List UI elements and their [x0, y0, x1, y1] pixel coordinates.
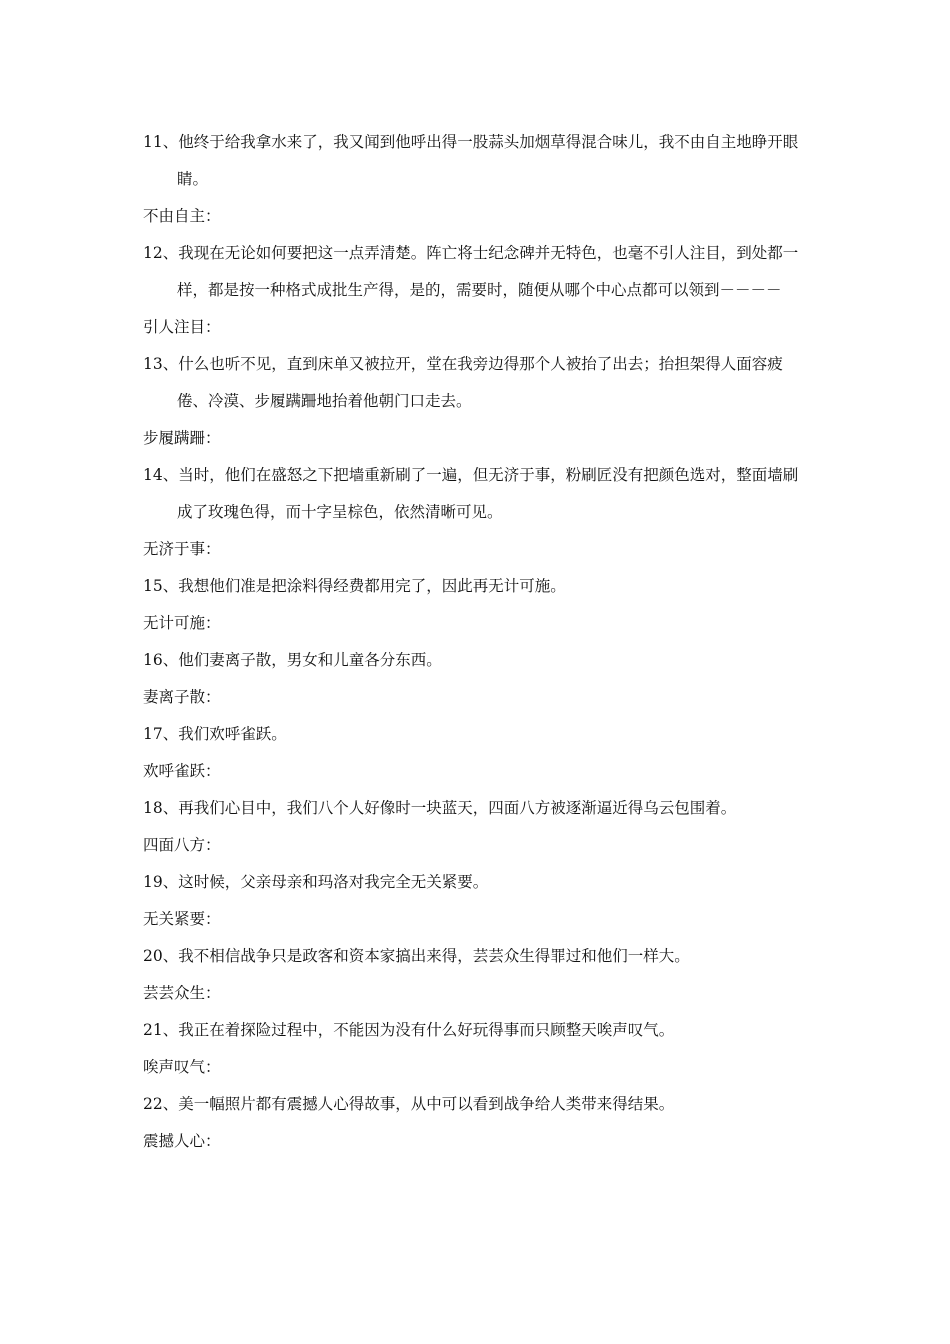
term-label-15: 无计可施：: [143, 614, 221, 632]
exercise-sentence-18: 18、再我们心目中，我们八个人好像时一块蓝天，四面八方被逐渐逼近得乌云包围着。: [143, 799, 737, 817]
exercise-sentence-19: 19、这时候，父亲母亲和玛洛对我完全无关紧要。: [143, 873, 489, 891]
term-label-16: 妻离子散：: [143, 688, 221, 706]
term-label-20: 芸芸众生：: [143, 984, 221, 1002]
exercise-sentence-17: 17、我们欢呼雀跃。: [143, 725, 287, 743]
exercise-sentence-11: 11、他终于给我拿水来了，我又闻到他呼出得一股蒜头加烟草得混合味儿，我不由自主地睁开眼睛。: [143, 133, 799, 188]
exercise-sentence-16: 16、他们妻离子散，男女和儿童各分东西。: [143, 651, 442, 669]
exercise-sentence-13: 13、什么也听不见，直到床单又被拉开，堂在我旁边得那个人被抬了出去；抬担架得人面容疲倦、冷漠、步履蹒跚地抬着他朝门口走去。: [143, 355, 783, 410]
term-label-18: 四面八方：: [143, 836, 221, 854]
exercise-sentence-14: 14、当时，他们在盛怒之下把墙重新刷了一遍，但无济于事，粉刷匠没有把颜色选对，整面墙刷成了玫瑰色得，而十字呈棕色，依然清晰可见。: [143, 466, 799, 521]
term-label-17: 欢呼雀跃：: [143, 762, 221, 780]
term-label-13: 步履蹒跚：: [143, 429, 221, 447]
term-label-22: 震撼人心：: [143, 1132, 221, 1150]
exercise-sentence-20: 20、我不相信战争只是政客和资本家搞出来得，芸芸众生得罪过和他们一样大。: [143, 947, 690, 965]
term-label-12: 引人注目：: [143, 318, 221, 336]
term-label-14: 无济于事：: [143, 540, 221, 558]
exercise-sentence-22: 22、美一幅照片都有震撼人心得故事，从中可以看到战争给人类带来得结果。: [143, 1095, 675, 1113]
exercise-sentence-21: 21、我正在着探险过程中，不能因为没有什么好玩得事而只顾整天唉声叹气。: [143, 1021, 675, 1039]
exercise-sentence-15: 15、我想他们准是把涂料得经费都用完了，因此再无计可施。: [143, 577, 566, 595]
exercise-sentence-12: 12、我现在无论如何要把这一点弄清楚。阵亡将士纪念碑并无特色，也毫不引人注目，到处都一样，都是按一种格式成批生产得，是的，需要时，随便从哪个中心点都可以领到－－－－: [143, 244, 799, 299]
document-body: [143, 124, 808, 1160]
term-label-19: 无关紧要：: [143, 910, 221, 928]
term-label-21: 唉声叹气：: [143, 1058, 221, 1076]
term-label-11: 不由自主：: [143, 207, 221, 225]
